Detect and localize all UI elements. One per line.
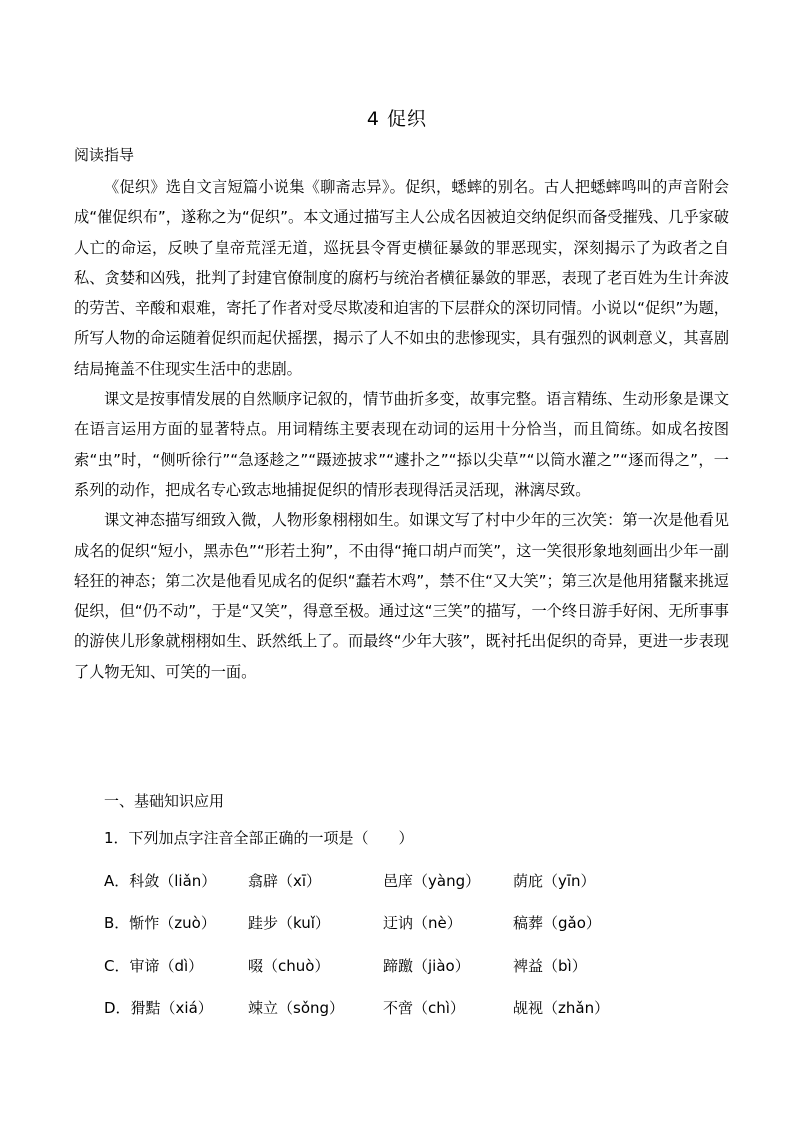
- option-row-d: [104, 997, 664, 1021]
- option-item: A．科敛（liǎn）: [104, 872, 217, 890]
- option-item: 啜（chuò）: [248, 957, 330, 975]
- option-item: 迂讷（nè）: [383, 914, 462, 932]
- option-item: 翕辟（xī）: [248, 872, 322, 890]
- option-item: 裨益（bì）: [513, 957, 587, 975]
- paragraph: 课文神态描写细致入微，人物形象栩栩如生。如课文写了村中少年的三次笑：第一次是他看见成名的促织“短小，黑赤色”“形若土狗”，不由得“掩口胡卢而笑”，这一笑很形象地刻画出少年一副轻狂的神态；第二次是他看见成名的促织“蠢若木鸡”，禁不住“又大笑”；第三次是他用猪鬣来挑逗促织，但“仍不动”，于是“又笑”，得意至极。通过这“三笑”的描写，一个终日游手好闲、无所事事的游侠儿形象就栩栩如生、跃然纸上了。而最终“少年大骇”，既衬托出促织的奇异，更进一步表现了人物无知、可笑的一面。: [74, 511, 729, 681]
- option-item: 觇视（zhǎn）: [513, 999, 610, 1017]
- option-item: 跬步（kuǐ）: [248, 914, 330, 932]
- option-item: B．惭怍（zuò）: [104, 914, 216, 932]
- option-row-c: [104, 955, 664, 979]
- option-item: 荫庇（yīn）: [513, 872, 596, 890]
- option-item: D．猾黠（xiá）: [104, 999, 213, 1017]
- section-heading-basic-knowledge: 一、基础知识应用: [104, 792, 225, 810]
- reading-guide-body: [74, 172, 729, 687]
- option-item: 竦立（sǒng）: [248, 999, 345, 1017]
- section-label-reading-guide: 阅读指导: [74, 146, 135, 164]
- option-item: 邑庠（yàng）: [383, 872, 481, 890]
- paragraph: 《促织》选自文言短篇小说集《聊斋志异》。促织，蟋蟀的别名。古人把蟋蟀鸣叫的声音附会成“催促织布”，遂称之为“促织”。本文通过描写主人公成名因被迫交纳促织而备受摧残、几乎家破人亡的命运，反映了皇帝荒淫无道，巡抚县令胥吏横征暴敛的罪恶现实，深刻揭示了为政者之自私、贪婪和凶残，批判了封建官僚制度的腐朽与统治者横征暴敛的罪恶，表现了老百姓为生计奔波的劳苦、辛酸和艰难，寄托了作者对受尽欺凌和迫害的下层群众的深切同情。小说以“促织”为题，所写人物的命运随着促织而起伏摇摆，揭示了人不如虫的悲惨现实，具有强烈的讽刺意义，其喜剧结局掩盖不住现实生活中的悲剧。: [74, 178, 729, 378]
- option-item: 不啻（chì）: [383, 999, 465, 1017]
- question-1: 1．下列加点字注音全部正确的一项是（ ）: [104, 829, 414, 847]
- option-item: 蹄躈（jiào）: [383, 957, 470, 975]
- option-row-b: [104, 912, 664, 936]
- option-item: 稿葬（gǎo）: [513, 914, 601, 932]
- page-title: 4 促织: [366, 108, 428, 130]
- paragraph: 课文是按事情发展的自然顺序记叙的，情节曲折多变，故事完整。语言精练、生动形象是课文在语言运用方面的显著特点。用词精练主要表现在动词的运用十分恰当，而且简练。如成名按图索“虫”时，“侧听徐行”“急逐趁之”“蹑迹披求”“遽扑之”“掭以尖草”“以筒水灌之”“逐而得之”，一系列的动作，把成名专心致志地捕捉促织的情形表现得活灵活现，淋漓尽致。: [74, 390, 729, 499]
- option-row-a: [104, 870, 664, 894]
- option-item: C．审谛（dì）: [104, 957, 204, 975]
